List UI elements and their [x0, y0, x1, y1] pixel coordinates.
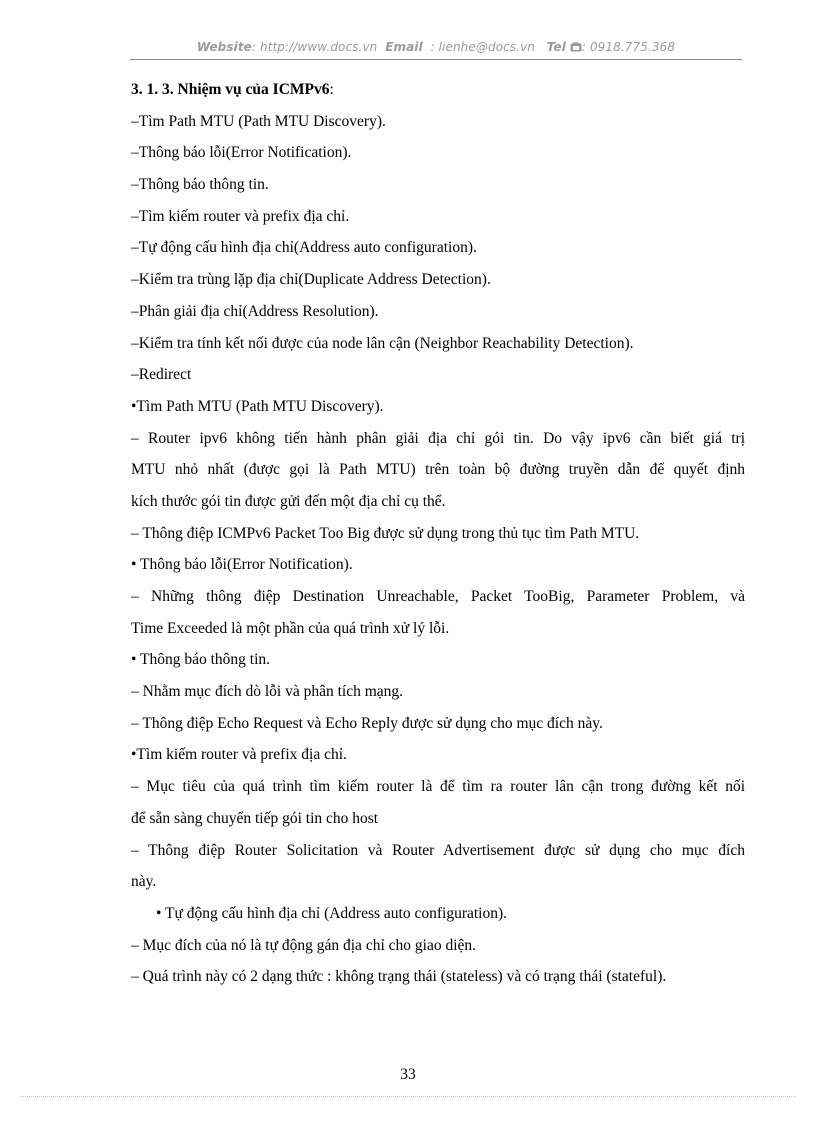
list-item: –Kiểm tra trùng lặp địa chỉ(Duplicate Address Detection). [131, 271, 491, 289]
paragraph-line: – Thông điệp Echo Request và Echo Reply được sử dụng cho mục đích này. [131, 714, 603, 732]
page-number: 33 [400, 1066, 416, 1083]
bullet-heading: • Thông báo lỗi(Error Notification). [131, 556, 353, 574]
paragraph-line: kích thước gói tin được gửi đến một địa chỉ cụ thể. [131, 492, 446, 510]
bullet-heading: •Tìm Path MTU (Path MTU Discovery). [131, 397, 384, 415]
paragraph-line: – Thông điệp ICMPv6 Packet Too Big được sử dụng trong thủ tục tìm Path MTU. [131, 524, 640, 542]
list-item: –Thông báo thông tin. [131, 176, 269, 194]
document-body [131, 78, 745, 997]
paragraph-line: – Nhằm mục đích dò lỗi và phân tích mạng. [131, 683, 404, 701]
header-rule [130, 59, 742, 60]
list-item: –Phân giải địa chỉ(Address Resolution). [131, 302, 379, 320]
paragraph-line: MTU nhỏ nhất (được gọi là Path MTU) trên toàn bộ đường truyền dẫn để quyết định [131, 461, 745, 479]
list-item: –Redirect [131, 366, 192, 384]
list-item: –Tìm kiếm router và prefix địa chỉ. [131, 207, 350, 225]
website-value: : http://www.docs.vn [251, 40, 378, 54]
bullet-heading: • Tự động cấu hình địa chỉ (Address auto configuration). [156, 904, 508, 922]
bullet-heading: • Thông báo thông tin. [131, 651, 271, 669]
list-item: –Tìm Path MTU (Path MTU Discovery). [131, 112, 386, 130]
paragraph-line: – Quá trình này có 2 dạng thức : không trạng thái (stateless) và có trạng thái (stateful). [131, 968, 667, 986]
paragraph-line: Time Exceeded là một phần của quá trình xử lý lỗi. [131, 619, 450, 637]
tel-label: Tel [546, 40, 566, 54]
paragraph-line: – Router ipv6 không tiến hành phân giải địa chỉ gói tin. Do vậy ipv6 cần biết giá trị [131, 429, 745, 447]
paragraph-line: – Mục đích của nó là tự động gán địa chỉ cho giao diện. [131, 936, 477, 954]
email-label: Email [385, 40, 423, 54]
list-item: –Thông báo lỗi(Error Notification). [131, 144, 352, 162]
paragraph-line: này. [131, 873, 157, 891]
paragraph-line: – Những thông điệp Destination Unreachable, Packet TooBig, Parameter Problem, và [131, 588, 745, 605]
section-heading [131, 78, 745, 110]
email-value: : lienhe@docs.vn [426, 40, 536, 54]
paragraph-line: để sẵn sàng chuyển tiếp gói tin cho host [131, 809, 379, 827]
website-label: Website [196, 40, 252, 54]
section-heading-colon: : [329, 81, 334, 98]
list-item: –Tự động cấu hình địa chỉ(Address auto configuration). [131, 239, 477, 257]
paragraph-line: – Mục tiêu của quá trình tìm kiếm router là để tìm ra router lân cận trong đường kết nối [131, 778, 745, 796]
section-heading-bold: 3. 1. 3. Nhiệm vụ của ICMPv6 [131, 81, 330, 98]
paragraph-line: – Thông điệp Router Solicitation và Router Advertisement được sử dụng cho mục đích [131, 841, 745, 859]
page-header [130, 40, 742, 55]
tel-value: : 0918.775.368 [581, 40, 676, 54]
list-item: –Kiểm tra tính kết nối được của node lân cận (Neighbor Reachability Detection). [131, 334, 634, 352]
bullet-heading: •Tìm kiếm router và prefix địa chỉ. [131, 746, 347, 764]
phone-icon [570, 41, 582, 55]
footer-rule [20, 1096, 796, 1097]
